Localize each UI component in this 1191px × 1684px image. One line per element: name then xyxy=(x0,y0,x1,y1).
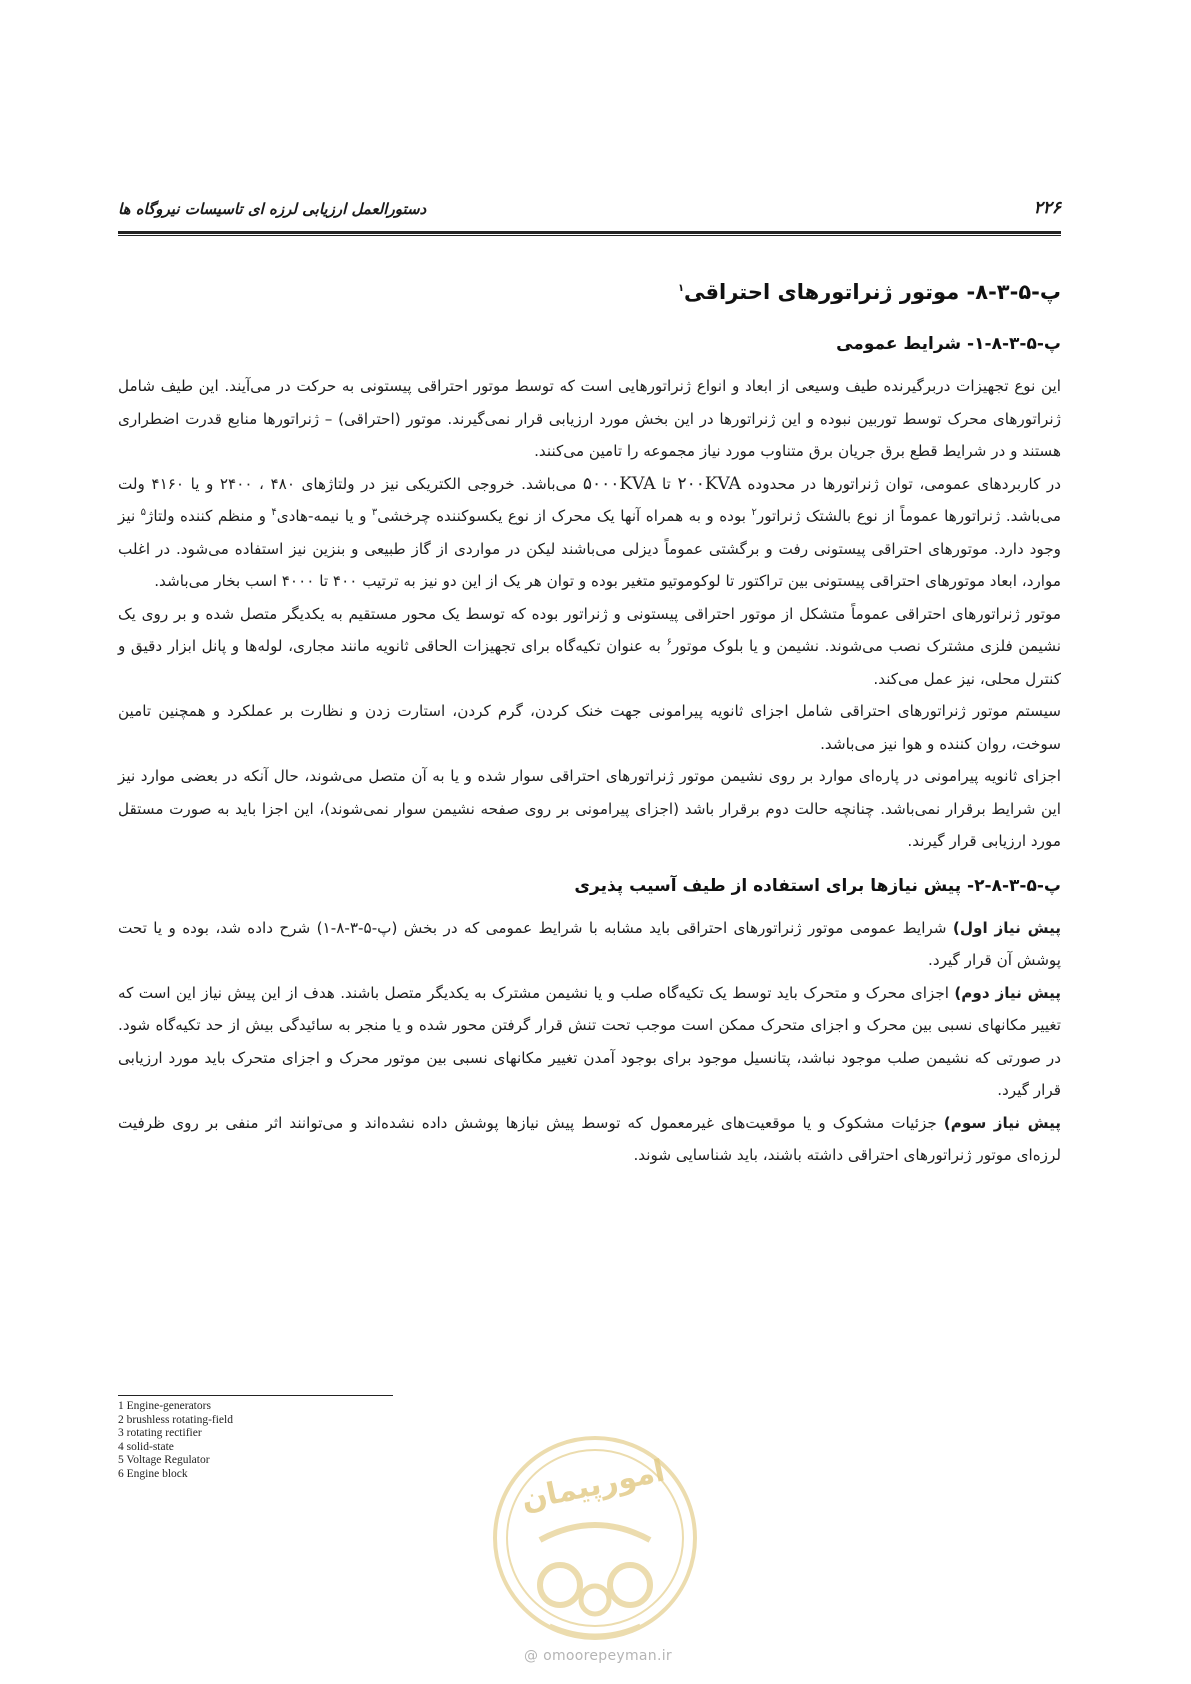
subsection-prerequisites-title: پ-۵-۳-۸-۲- پیش نیازها برای استفاده از طیف آسیب پذیری xyxy=(574,875,1061,896)
footnote-ref-1: ۱ xyxy=(677,283,685,294)
ratings-text-c: می‌باشد. خروجی الکتریکی نیز در ولتاژهای ۴۸۰ ، ۲۴۰۰ و یا ۴۱۶۰ ولت می‌باشد. ژنراتورها عموماً از نوع بالشتک ژنراتور xyxy=(118,474,1062,525)
footnote-rule xyxy=(118,1395,393,1396)
kva-min: ۲۰۰KVA xyxy=(677,473,741,494)
ratings-text-d: بوده و به همراه آنها یک محرک از نوع یکسوکننده چرخشی xyxy=(377,507,752,525)
section-title-text: پ-۵-۳-۸- موتور ژنراتورهای احتراقی xyxy=(684,280,1061,304)
ratings-text-g: نیز وجود دارد. موتورهای احتراقی پیستونی رفت و برگشتی عموماً دیزلی می‌باشند لیکن در مواردی از گاز طبیعی و بنزین نیز استفاده می‌شود. در اغلب موارد، ابعاد موتورهای احتراقی پیستونی بین تراکتور تا لوکوموتیو متغیر بوده و توان هر یک از این دو نیز به ترتیب ۴۰۰ تا ۴۰۰۰ اسب بخار می‌باشد. xyxy=(118,507,1061,590)
footnote-item: 5 Voltage Regulator xyxy=(118,1454,210,1466)
watermark-logo xyxy=(480,1420,710,1670)
paragraph-auxiliary-systems: سیستم موتور ژنراتورهای احتراقی شامل اجزای ثانویه پیرامونی جهت خنک کردن، گرم کردن، استارت زدن و نظارت بر عملکرد و همچنین تامین سوخت، روان کننده و هوا نیز می‌باشد. xyxy=(118,702,1061,753)
prerequisite-1-label: پیش نیاز اول) xyxy=(952,918,1062,937)
footnote-ref-6: ۶ xyxy=(666,636,672,648)
watermark-logo-text: امورپیمان xyxy=(518,1453,668,1518)
assembly-text-a: موتور ژنراتورهای احتراقی عموماً متشکل از موتور احتراقی پیستونی و ژنراتور بوده که توسط یک محور مستقیم به یکدیگر متصل شده و بر روی یک نشیمن فلزی مشترک نصب می‌شوند. نشیمن و یا بلوک موتور xyxy=(118,604,1061,655)
footnote-item: 3 rotating rectifier xyxy=(118,1427,202,1439)
ratings-text-a: در کاربردهای عمومی، توان ژنراتورها در محدوده xyxy=(740,474,1061,493)
footnote-item: 4 solid-state xyxy=(118,1440,174,1453)
paragraph-peripheral-components: اجزای ثانویه پیرامونی در پاره‌ای موارد بر روی نشیمن موتور ژنراتورهای احتراقی سوار شده و یا به آن متصل می‌شوند، حال آنکه در بعضی موارد نیز این شرایط برقرار نمی‌باشد. چنانچه حالت دوم برقرار باشد (اجزای پیرامونی بر روی صفحه نشیمن سوار نمی‌شوند)، این اجزا باید به صورت مستقل مورد ارزیابی قرار گیرند. xyxy=(118,767,1061,850)
footnote-item: 1 Engine-generators xyxy=(118,1400,211,1412)
paragraph-assembly xyxy=(118,598,1061,696)
page-header xyxy=(118,196,1061,226)
running-title: دستورالعمل ارزیابی لرزه ای تاسیسات نیروگاه ها xyxy=(118,200,427,218)
ratings-text-e: و یا نیمه-هادی xyxy=(276,507,372,525)
prerequisite-2-text: اجزای محرک و متحرک باید توسط یک تکیه‌گاه صلب و یا نشیمن مشترک به یکدیگر متصل باشند. هدف از این پیش نیاز این است که تغییر مکانهای نسبی بین محرک و اجزای متحرک ممکن است موجب تحت تنش قرار گرفتن محور شده و یا منجر به سائیدگی بیش از حد تکیه‌گاه شود. در صورتی که نشیمن صلب موجود نباشد، پتانسیل موجود برای بوجود آمدن تغییر مکانهای نسبی بین موتور محرک و اجزای متحرک باید مورد ارزیابی قرار گیرد. xyxy=(118,983,1061,1099)
prerequisite-3 xyxy=(118,1107,1061,1172)
paragraph-ratings xyxy=(118,468,1061,598)
prerequisite-2-label: پیش نیاز دوم) xyxy=(954,983,1061,1002)
prerequisite-2 xyxy=(118,977,1061,1107)
footnote-ref-2: ۲ xyxy=(751,506,757,518)
section-title xyxy=(118,280,1061,304)
prerequisite-1 xyxy=(118,912,1061,977)
prerequisite-1-text: شرایط عمومی موتور ژنراتورهای احتراقی باید مشابه با شرایط عمومی که در بخش (پ-۵-۳-۸-۱) شرح داده شد، بوده و یا تحت پوشش آن قرار گیرد. xyxy=(118,918,1061,969)
footnote-ref-3: ۳ xyxy=(371,506,378,518)
subsection-general-title: پ-۵-۳-۸-۱- شرایط عمومی xyxy=(836,334,1061,354)
footnotes xyxy=(118,1400,518,1481)
page-content xyxy=(118,272,1061,1172)
paragraph-intro: این نوع تجهیزات دربرگیرنده طیف وسیعی از ابعاد و انواع ژنراتورهایی است که توسط موتور احتراقی پیستونی به حرکت در می‌آیند. این طیف شامل ژنراتورهای محرک توسط توربین نبوده و این ژنراتورها در این بخش مورد ارزیابی قرار نمی‌گیرند. موتور (احتراقی) – ژنراتورها منابع قدرت اضطراری هستند و در شرایط قطع برق جریان برق متناوب مورد نیاز مجموعه را تامین می‌کنند. xyxy=(118,377,1061,460)
footnote-ref-4: ۴ xyxy=(271,506,277,518)
prerequisite-3-label: پیش نیاز سوم) xyxy=(943,1113,1061,1132)
footnote-item: 6 Engine block xyxy=(118,1467,188,1480)
watermark-url: @ omoorepeyman.ir xyxy=(524,1648,672,1664)
watermark-url-text: omoorepeyman.ir xyxy=(543,1648,672,1664)
assembly-text-b: به عنوان تکیه‌گاه برای تجهیزات الحاقی ثانویه مانند مجاری، لوله‌ها و پانل ابزار دقیق و کنترل محلی، نیز عمل می‌کند. xyxy=(118,637,1061,688)
footnote-ref-5: ۵ xyxy=(140,506,147,518)
footnote-item: 2 brushless rotating-field xyxy=(118,1413,233,1426)
ratings-text-b: تا xyxy=(655,474,678,493)
page-number: ۲۲۶ xyxy=(1033,198,1061,218)
prerequisite-3-text: جزئیات مشکوک و یا موقعیت‌های غیرمعمول که توسط پیش نیازها پوشش داده نشده‌اند و می‌توانند اثر منفی بر روی ظرفیت لرزه‌ای موتور ژنراتورهای احتراقی داشته باشند، باید شناسایی شوند. xyxy=(118,1113,1061,1164)
kva-max: ۵۰۰۰KVA xyxy=(582,473,656,494)
header-rule xyxy=(118,231,1061,236)
ratings-text-f: و منظم کننده ولتاژ xyxy=(146,507,272,525)
